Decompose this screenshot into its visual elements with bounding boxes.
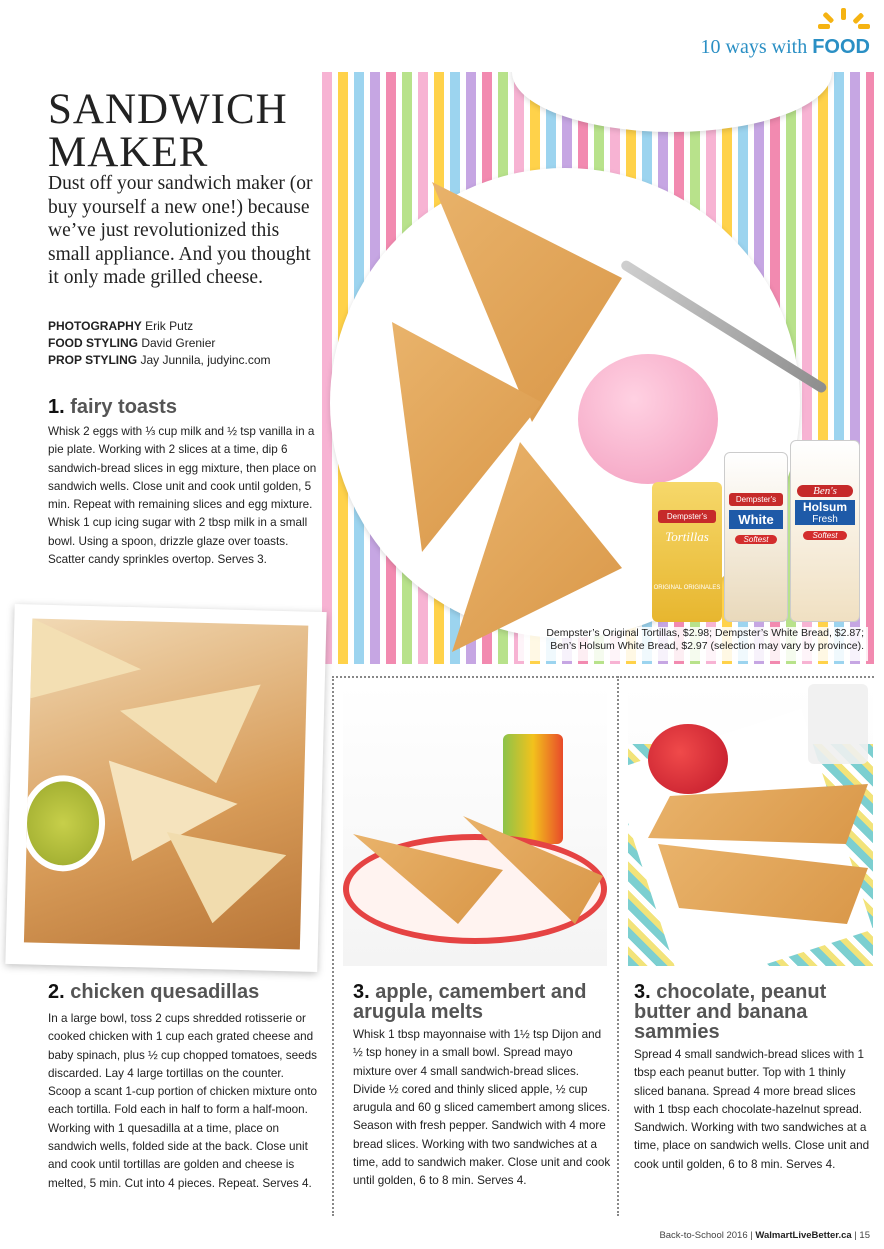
holsum-name: Holsum bbox=[795, 500, 855, 514]
quesadilla-wedge bbox=[30, 618, 142, 701]
page-title-line2: MAKER bbox=[48, 129, 209, 176]
credit-label: PROP STYLING bbox=[48, 353, 138, 367]
intro-text: Dust off your sandwich maker (or buy yourself a new one!) because we’ve just revolutionized this small appliance. And you thought it only made grilled cheese. bbox=[48, 173, 313, 288]
recipe-chicken-quesadillas bbox=[48, 982, 318, 1193]
recipe-body: Whisk 1 tbsp mayonnaise with 1½ tsp Dijon and ½ tsp honey in a small bowl. Spread mayo mixture over 4 small sandwich-bread slices. Divide ½ cored and thinly sliced apple, ½ cup arugula and 60 g sliced camembert among slices. Season with fresh pepper. Sandwich with 4 more bread slices. Working with two sandwiches at a time, add to sandwich maker. Close unit and cook until golden, 6 to 8 min. Serves 4. bbox=[353, 1028, 611, 1188]
hero-photo-fairy-toasts bbox=[322, 72, 874, 664]
quesadilla-wedge bbox=[118, 681, 261, 785]
recipe-name: apple, camembert and arugula melts bbox=[353, 981, 587, 1023]
milk-glass bbox=[808, 684, 868, 764]
recipe-name: fairy toasts bbox=[70, 396, 177, 418]
recipe-title bbox=[353, 982, 611, 1022]
section-header-prefix: 10 ways with bbox=[700, 36, 808, 58]
section-header bbox=[701, 36, 870, 59]
quesadilla-wedge bbox=[164, 822, 287, 925]
credit-label: FOOD STYLING bbox=[48, 336, 138, 350]
recipe-title bbox=[634, 982, 870, 1042]
recipe-number: 3. bbox=[634, 981, 651, 1003]
photo-chocolate-peanut-butter-sammies bbox=[628, 684, 873, 966]
white-bread-badge: Softest bbox=[735, 535, 777, 544]
tortillas-name: Tortillas bbox=[665, 529, 709, 544]
credit-food-styling bbox=[48, 335, 271, 352]
holsum-brand: Ben's bbox=[797, 485, 853, 497]
credit-photography bbox=[48, 318, 271, 335]
recipe-name: chocolate, peanut butter and banana sammies bbox=[634, 981, 827, 1043]
guacamole-bowl bbox=[24, 774, 106, 872]
tortillas-brand: Dempster's bbox=[658, 510, 716, 523]
recipe-body: Whisk 2 eggs with ⅓ cup milk and ½ tsp vanilla in a pie plate. Working with 2 slices at a time, dip 6 sandwich-bread slices in egg mixture, then place on sandwich wells. Close unit and cook until golden, 5 min. Repeat with remaining slices and egg mixture. Whisk 1 cup icing sugar with 2 tbsp milk in a small bowl. Using a spoon, drizzle glaze over toasts. Scatter candy sprinkles overtop. Serves 3. bbox=[48, 425, 317, 567]
recipe-number: 1. bbox=[48, 396, 65, 418]
ice-cream-scoop bbox=[578, 354, 718, 484]
divider bbox=[332, 676, 874, 678]
page-title bbox=[48, 88, 338, 174]
holsum-bread-package bbox=[790, 440, 860, 622]
page-number: 15 bbox=[859, 1230, 870, 1241]
tortillas-variant: ORIGINAL ORIGINALES bbox=[653, 585, 721, 591]
page-title-line1: SANDWICH bbox=[48, 86, 288, 133]
recipe-number: 3. bbox=[353, 981, 370, 1003]
product-caption: Dempster’s Original Tortillas, $2.98; Dempster’s White Bread, $2.87; Ben’s Holsum White Bread, $2.97 (selection may vary by province). bbox=[546, 627, 864, 652]
veggie-sticks bbox=[503, 734, 563, 844]
photo-apple-camembert-melts bbox=[343, 684, 607, 966]
white-bread-name: White bbox=[729, 510, 783, 529]
recipe-name: chicken quesadillas bbox=[70, 981, 260, 1003]
credit-prop-styling bbox=[48, 352, 271, 369]
recipe-title bbox=[48, 397, 320, 417]
credit-label: PHOTOGRAPHY bbox=[48, 319, 142, 333]
divider bbox=[332, 676, 334, 1216]
white-bread-package bbox=[724, 452, 788, 622]
sunburst-logo-icon bbox=[814, 6, 874, 36]
footer-issue: Back-to-School 2016 bbox=[659, 1230, 748, 1241]
page-footer: Back-to-School 2016 | WalmartLiveBetter.ca | 15 bbox=[659, 1230, 870, 1241]
holsum-sub: Fresh bbox=[795, 514, 855, 525]
credits bbox=[48, 318, 271, 369]
photo-chicken-quesadillas bbox=[5, 604, 326, 972]
credit-value: Jay Junnila, judyinc.com bbox=[140, 353, 271, 367]
recipe-body: Spread 4 small sandwich-bread slices with 1 tbsp each peanut butter. Top with 1 thinly sliced banana. Spread 4 more bread slices with 1 tbsp each chocolate-hazelnut spread. Sandwich. Working with two sandwiches at a time, place on sandwich wells. Close unit and cook until golden, 6 to 8 min. Serves 4. bbox=[634, 1048, 870, 1171]
berries bbox=[648, 724, 728, 794]
white-bread-brand: Dempster's bbox=[729, 493, 783, 506]
tortillas-package bbox=[652, 482, 722, 622]
footer-site-link[interactable]: WalmartLiveBetter.ca bbox=[755, 1230, 852, 1241]
divider bbox=[617, 676, 619, 1216]
credit-value: David Grenier bbox=[141, 336, 216, 350]
recipe-chocolate-peanut-butter-sammies bbox=[634, 982, 870, 1174]
credit-value: Erik Putz bbox=[145, 319, 194, 333]
recipe-apple-camembert-melts bbox=[353, 982, 611, 1191]
back-plate bbox=[512, 72, 832, 132]
section-header-brand: FOOD bbox=[812, 36, 870, 58]
recipe-body: In a large bowl, toss 2 cups shredded rotisserie or cooked chicken with 1 cup each grated cheese and baby spinach, plus ½ cup chopped tomatoes, seeds discarded. Lay 4 large tortillas on the counter. Scoop a scant 1-cup portion of chicken mixture onto each tortilla. Fold each in half to form a half-moon. Working with 1 quesadilla at a time, place on sandwich wells, folded side at the back. Close unit and cook until tortillas are golden and cheese is melted, 5 min. Cut into 4 pieces. Repeat. Serves 4. bbox=[48, 1012, 317, 1190]
recipe-fairy-toasts bbox=[48, 397, 320, 569]
holsum-badge: Softest bbox=[803, 531, 847, 540]
recipe-number: 2. bbox=[48, 981, 65, 1003]
recipe-title bbox=[48, 982, 318, 1002]
